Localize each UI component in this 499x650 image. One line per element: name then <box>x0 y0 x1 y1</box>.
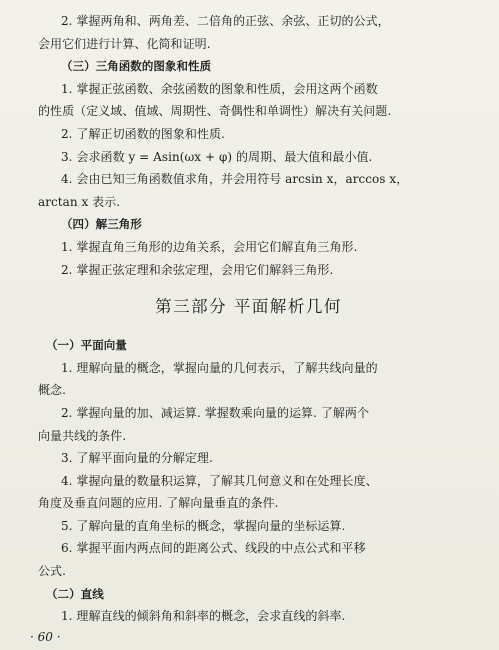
text-line: 6. 掌握平面内两点间的距离公式、线段的中点公式和平移 <box>61 541 366 556</box>
section-heading: （一）平面向量 <box>46 338 127 353</box>
text-line: 公式. <box>38 564 66 579</box>
text-line: 2. 掌握两角和、两角差、二倍角的正弦、余弦、正切的公式， <box>61 14 390 28</box>
text-line: 3. 会求函数 y = Asin(ωx + φ) 的周期、最大值和最小值. <box>61 149 373 164</box>
text-line: 概念. <box>38 383 66 398</box>
text-line: 1. 理解直线的倾斜角和斜率的概念，会求直线的斜率. <box>61 609 346 624</box>
text-line: 向量共线的条件. <box>38 428 127 443</box>
text-line: 的性质（定义域、值域、周期性、奇偶性和单调性）解决有关问题. <box>38 104 392 119</box>
text-line: 角度及垂直问题的应用. 了解向量垂直的条件. <box>38 496 279 511</box>
text-line: 2. 掌握正弦定理和余弦定理，会用它们解斜三角形. <box>61 262 334 277</box>
text-line: 4. 会由已知三角函数值求角，并会用符号 arcsin x，arccos x， <box>61 172 409 187</box>
text-line: 4. 掌握向量的数量积运算，了解其几何意义和在处理长度、 <box>61 473 378 488</box>
section-heading: （三）三角函数的图象和性质 <box>61 59 212 74</box>
page-number: · 60 · <box>30 630 61 644</box>
text-line: 会用它们进行计算、化简和证明. <box>38 36 211 51</box>
text-line: 2. 掌握向量的加、减运算. 掌握数乘向量的运算. 了解两个 <box>61 405 370 420</box>
text-line: 1. 掌握直角三角形的边角关系，会用它们解直角三角形. <box>61 239 358 254</box>
text-line: 1. 理解向量的概念，掌握向量的几何表示，了解共线向量的 <box>61 360 378 375</box>
section-heading: （四）解三角形 <box>61 217 142 232</box>
section-heading: （二）直线 <box>46 586 104 601</box>
part-title: 第三部分 平面解析几何 <box>155 297 342 317</box>
text-line: arctan x 表示. <box>38 194 121 209</box>
text-line: 2. 了解正切函数的图象和性质. <box>61 126 225 141</box>
text-line: 3. 了解平面向量的分解定理. <box>61 451 213 466</box>
text-line: 5. 了解向量的直角坐标的概念，掌握向量的坐标运算. <box>61 518 346 533</box>
text-line: 1. 掌握正弦函数、余弦函数的图象和性质，会用这两个函数 <box>61 81 378 96</box>
